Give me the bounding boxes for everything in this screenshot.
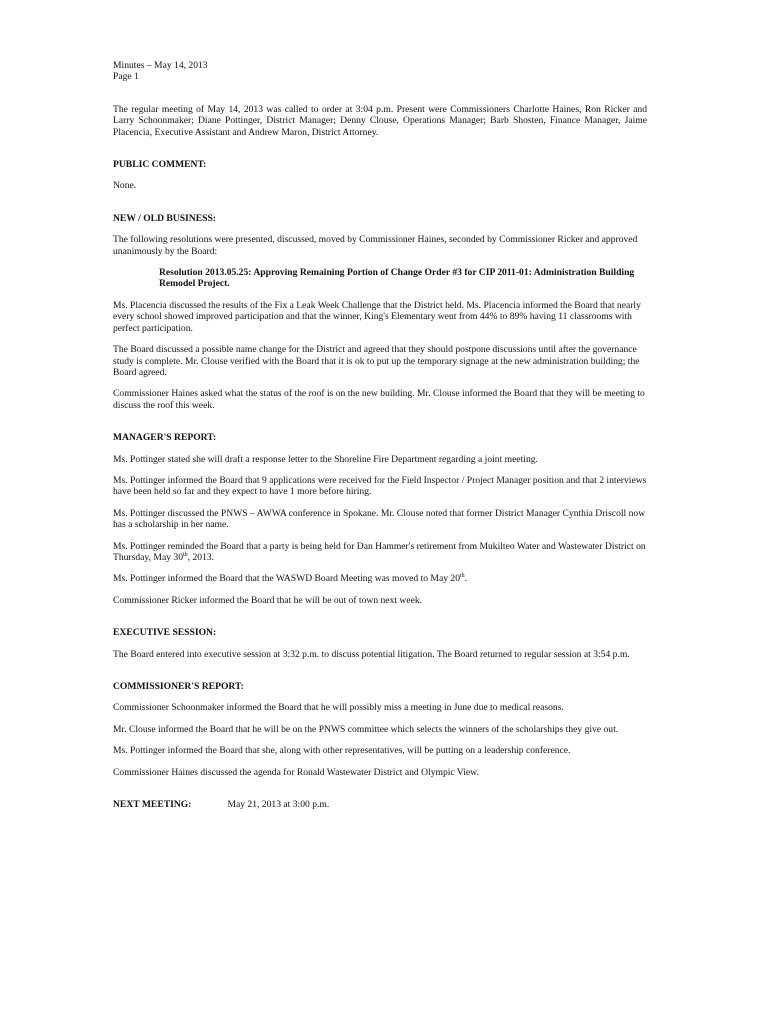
executive-session-heading: EXECUTIVE SESSION: [113, 627, 217, 639]
text-span: Ms. Pottinger reminded the Board that a party is being held for Dan Hammer's retirement from Mukilteo Water and Wastewater District on Thursday, May 30 [113, 540, 646, 563]
commissioners-report-paragraph: Commissioner Haines discussed the agenda for Ronald Wastewater District and Olympic View. [113, 766, 479, 778]
business-paragraph: The Board discussed a possible name change for the District and agreed that they should postpone discussions until after the governance study is complete. Mr. Clouse verified with the Board that it is ok to put up the temporary signage at the new administration building; the Board agreed. [113, 344, 640, 378]
executive-session-text: The Board entered into executive session at 3:32 p.m. to discuss potential litigation. The Board returned to regular session at 3:54 p.m. [113, 648, 630, 660]
business-paragraph: Ms. Placencia discussed the results of the Fix a Leak Week Challenge that the District held. Ms. Placencia informed the Board that nearly every school showed improved participation and that the winner, King's Elementary went from 44% to 89% having 11 classrooms with perfect participation. [113, 299, 641, 334]
text-span: Ms. Pottinger informed the Board that the WASWD Board Meeting was moved to May 20 [113, 573, 461, 585]
next-meeting-label: NEXT MEETING: [113, 799, 192, 811]
managers-report-paragraph: Ms. Pottinger informed the Board that 9 applications were received for the Field Inspector / Project Manager position and that 2 interviews have been held so far and they expect to have 1 more before hiring. [113, 474, 647, 498]
header-date: Minutes – May 14, 2013 [113, 60, 208, 71]
business-intro: The following resolutions were presented, discussed, moved by Commissioner Haines, seconded by Commissioner Ricker and approved unanimously by the Board: [113, 234, 638, 257]
business-paragraph: Commissioner Haines asked what the status of the roof is on the new building. Mr. Clouse informed the Board that they will be meeting to discuss the roof this week. [113, 388, 645, 411]
text-span: . [464, 573, 468, 585]
managers-report-paragraph [113, 541, 647, 564]
header-page-number: Page 1 [113, 71, 139, 83]
commissioners-report-paragraph: Ms. Pottinger informed the Board that she, along with other representatives, will be putting on a leadership conference. [113, 745, 571, 757]
commissioners-report-heading: COMMISSIONER'S REPORT: [113, 681, 244, 692]
managers-report-paragraph: Ms. Pottinger stated she will draft a response letter to the Shoreline Fire Department regarding a joint meeting. [113, 453, 538, 465]
intro-paragraph: The regular meeting of May 14, 2013 was called to order at 3:04 p.m. Present were Commissioners Charlotte Haines, Ron Ricker and Larry Schoonmaker; Diane Pottinger, District Manager; Denny Clouse, Operations Manager; Barb Shosten, Finance Manager, Jaime Placencia, Executive Assistant and Andrew Maron, District Attorney. [113, 103, 647, 138]
resolution-title: Resolution 2013.05.25: Approving Remaining Portion of Change Order #3 for CIP 2011-01: Administration Building Remodel Project. [159, 267, 635, 290]
managers-report-heading: MANAGER'S REPORT: [113, 432, 217, 444]
commissioners-report-paragraph: Mr. Clouse informed the Board that he will be on the PNWS committee which selects the winners of the scholarships they give out. [113, 723, 619, 735]
commissioners-report-paragraph: Commissioner Schoonmaker informed the Board that he will possibly miss a meeting in June due to medical reasons. [113, 702, 564, 714]
public-comment-heading: PUBLIC COMMENT: [113, 159, 207, 171]
managers-report-paragraph: Commissioner Ricker informed the Board that he will be out of town next week. [113, 594, 423, 606]
text-span: , 2013. [187, 551, 215, 563]
managers-report-paragraph: Ms. Pottinger discussed the PNWS – AWWA conference in Spokane. Mr. Clouse noted that former District Manager Cynthia Driscoll now has a scholarship in her name. [113, 507, 646, 531]
public-comment-text: None. [113, 180, 137, 192]
ordinal-suffix: th [460, 573, 465, 580]
document-header [113, 60, 647, 83]
next-meeting-row [113, 799, 647, 810]
business-heading: NEW / OLD BUSINESS: [113, 212, 216, 224]
ordinal-suffix: th [183, 551, 188, 558]
next-meeting-value: May 21, 2013 at 3:00 p.m. [227, 799, 330, 811]
minutes-page [113, 60, 647, 810]
managers-report-paragraph [113, 573, 647, 584]
